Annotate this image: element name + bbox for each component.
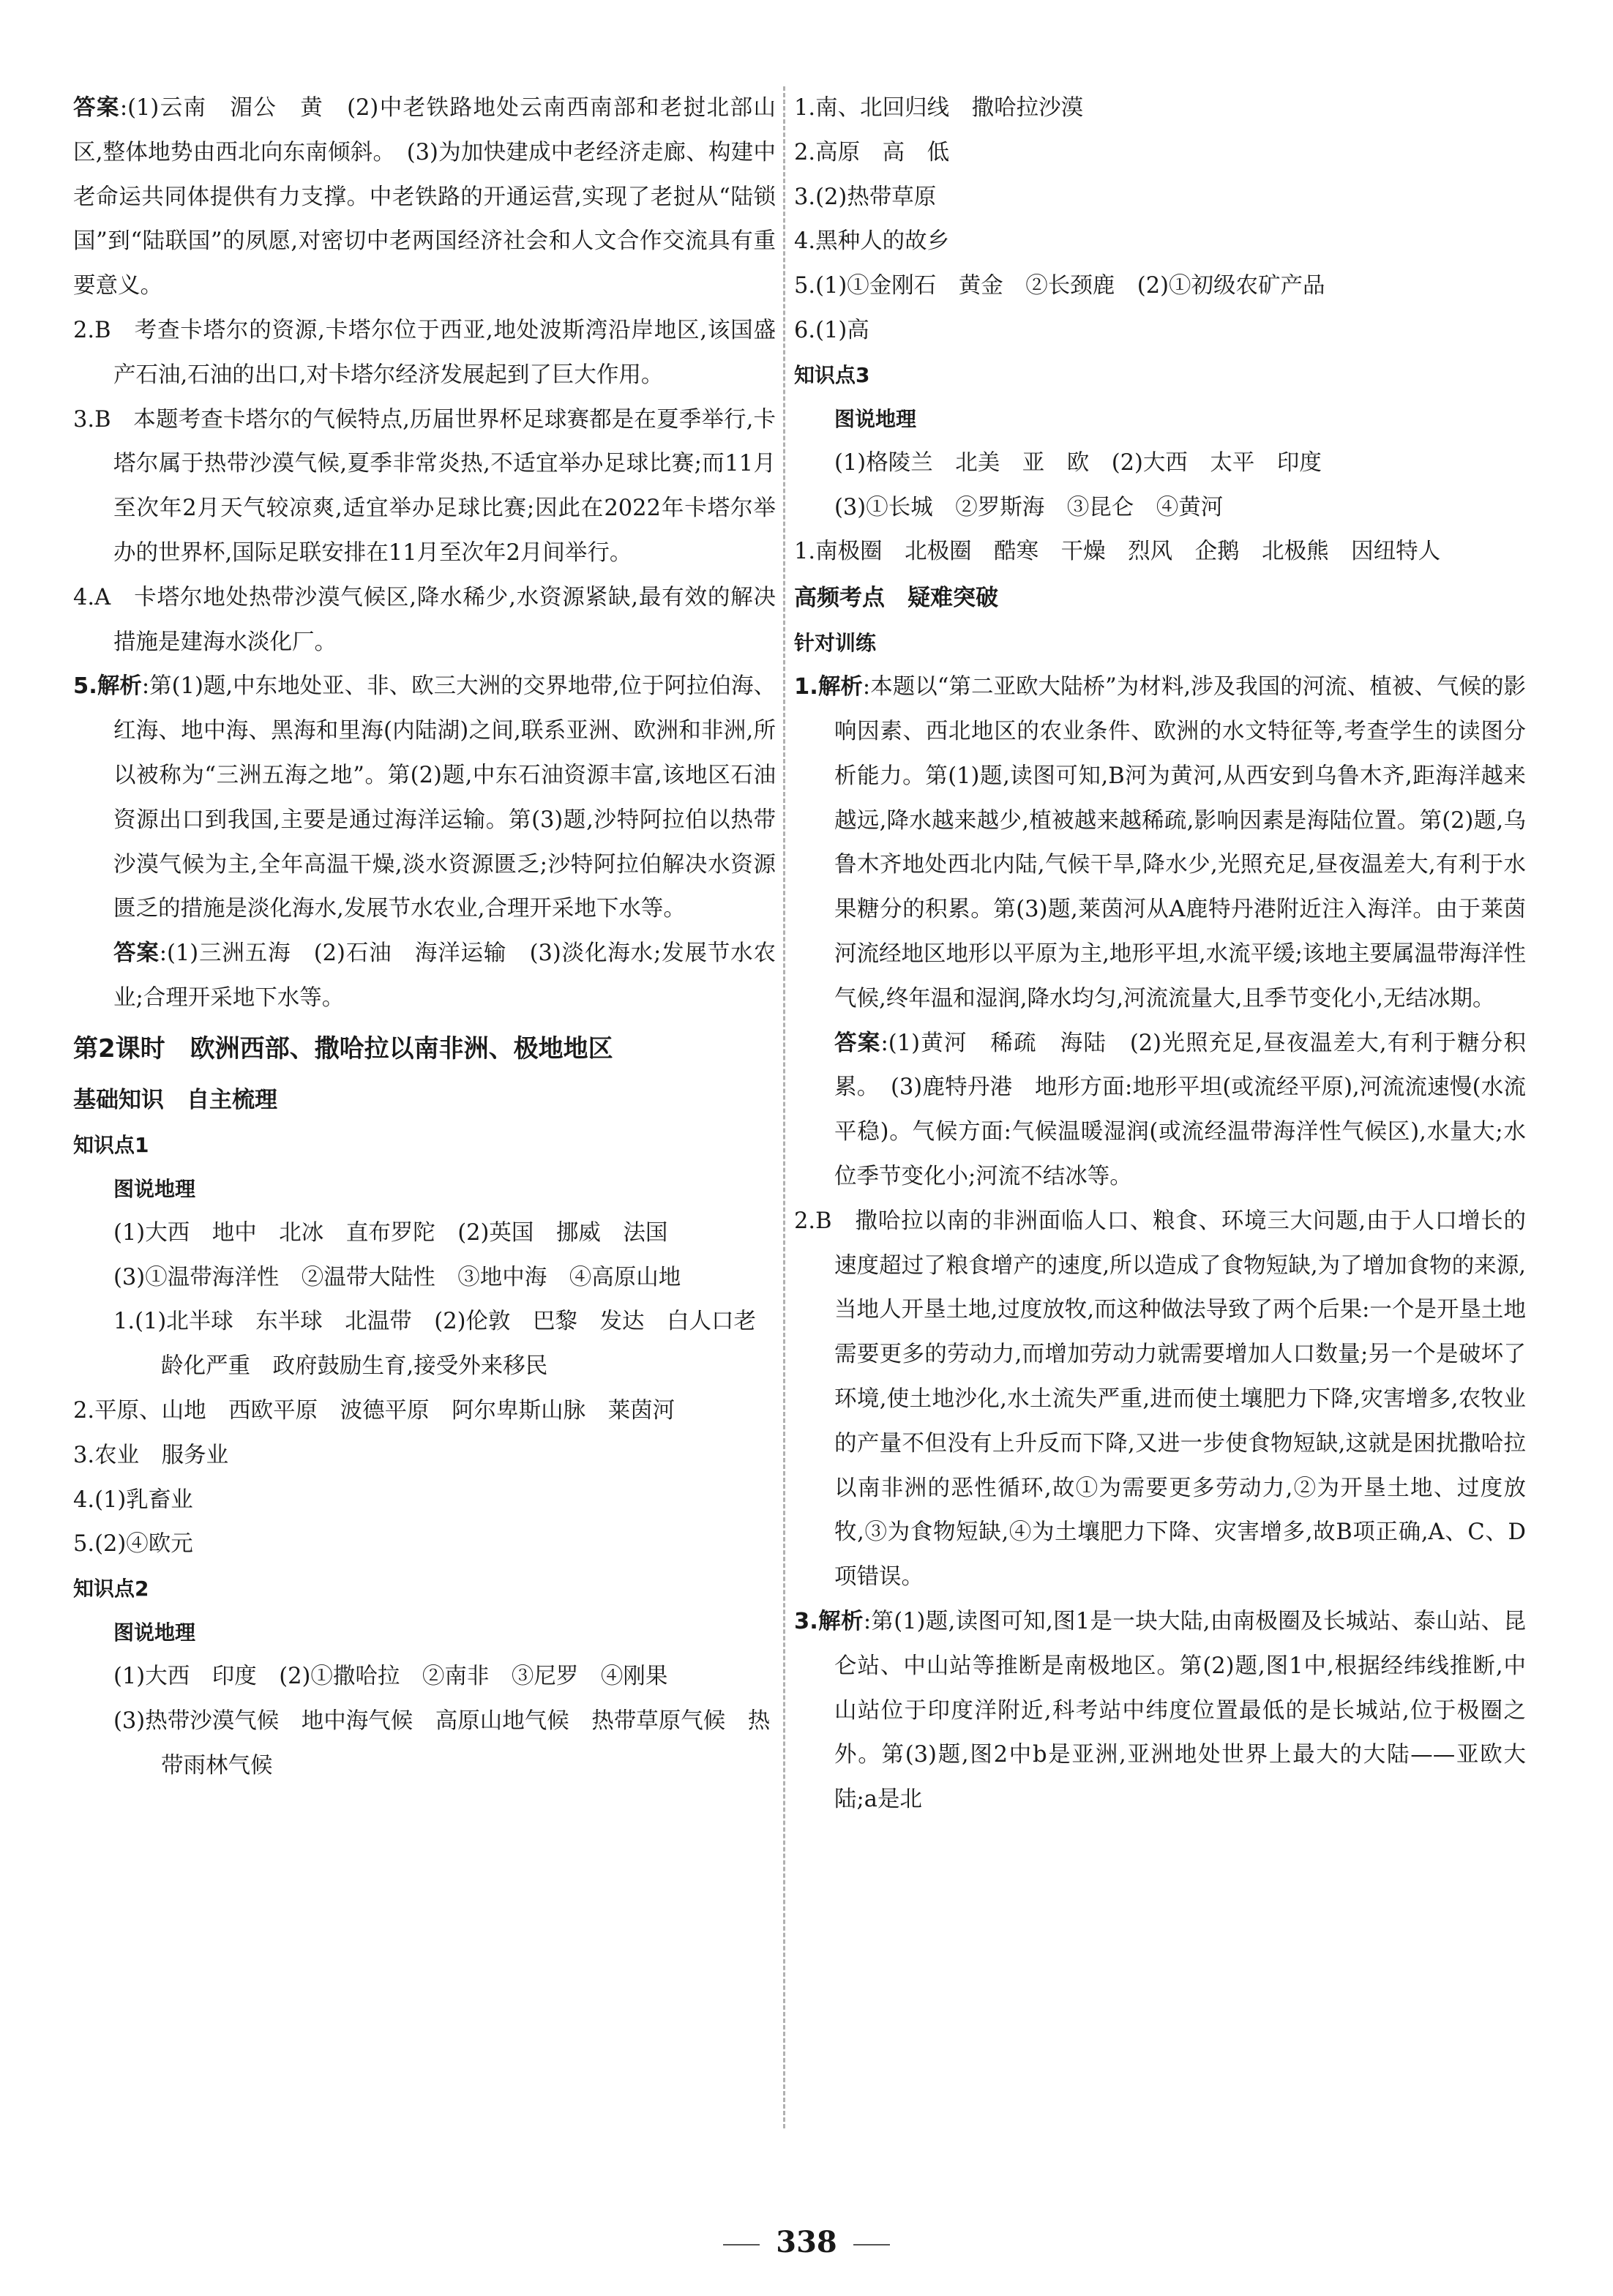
kp2-item: 4.黑种人的故乡 [794,228,950,255]
training-1-analysis: 1.解析:本题以“第二亚欧大陆桥”为材料,涉及我国的河流、植被、气候的影响因素、西北地区的农业条件、欧洲的水文特征等,考查学生的读图分析能力。第(1)题,读图可知,B河为黄河,从西安到乌鲁木齐,距海洋越来越远,降水越来越少,植被越来越稀疏,影响因素是海陆位置。第(2)题,乌鲁木齐地处西北内陆,气候干旱,降水少,光照充足,昼夜温差大,有利于水果糖分的积累。第(3)题,莱茵河从A鹿特丹港附近注入海洋。由于莱茵河流经地区地形以平原为主,地形平坦,水流平缓;该地主要属温带海洋性气候,终年温和湿润,降水均匀,河流流量大,且季节变化小,无结冰期。 [794,674,1527,1011]
right-column [794,86,1526,1822]
knowledge-point-1-title: 知识点1 [73,1132,149,1157]
kp3-item: 1.南极圈 北极圈 酷寒 干燥 烈风 企鹅 北极熊 因纽特人 [794,539,1441,565]
kp2-figure-line: (1)大西 印度 (2)①撒哈拉 ②南非 ③尼罗 ④刚果 [113,1664,668,1690]
footer-dash-right [853,2244,890,2245]
kp2-item: 6.(1)高 [794,317,869,343]
footer-dash-left [723,2244,760,2245]
question-5-answer: 答案:(1)三洲五海 (2)石油 海洋运输 (3)淡化海水;发展节水农业;合理开采地下水等。 [113,941,776,1011]
lesson-title: 第2课时 欧洲西部、撒哈拉以南非洲、极地地区 [73,1033,613,1063]
knowledge-point-2-title: 知识点2 [73,1577,149,1601]
kp2-item: 2.高原 高 低 [794,139,950,165]
kp2-item: 3.(2)热带草原 [794,184,937,210]
knowledge-point-3-title: 知识点3 [794,362,870,387]
kp1-item: 4.(1)乳畜业 [73,1487,193,1513]
answer-label: 答案 [113,941,160,967]
kp3-figure-line: (1)格陵兰 北美 亚 欧 (2)大西 太平 印度 [834,449,1322,476]
kp2-item: 1.南、北回归线 撒哈拉沙漠 [794,95,1084,121]
analysis-label: 3.解析 [794,1608,864,1634]
analysis-label: 5.解析 [73,673,142,700]
kp2-item: 5.(1)①金刚石 黄金 ②长颈鹿 (2)①初级农矿产品 [794,273,1325,299]
kp1-item: 3.农业 服务业 [73,1442,229,1468]
question-2: 2.B 考查卡塔尔的资源,卡塔尔位于西亚,地处波斯湾沿岸地区,该国盛产石油,石油的出口,对卡塔尔经济发展起到了巨大作用。 [73,317,776,388]
section-title-basic: 基础知识 自主梳理 [73,1086,277,1113]
column-divider [783,86,785,2128]
analysis-label: 1.解析 [794,674,863,700]
q1-answer: 答案:(1)云南 湄公 黄 (2)中老铁路地处云南西南部和老挝北部山区,整体地势由西北向东南倾斜。 (3)为加快建成中老经济走廊、构建中老命运共同体提供有力支撑。中老铁路的开通运营,实现了老挝从“陆锁国”到“陆联国”的夙愿,对密切中老两国经济社会和人文合作交流具有重要意义。 [73,95,776,299]
kp2-figure-line: (3)热带沙漠气候 地中海气候 高原山地气候 热带草原气候 热带雨林气候 [113,1708,771,1779]
training-2: 2.B 撒哈拉以南的非洲面临人口、粮食、环境三大问题,由于人口增长的速度超过了粮食增产的速度,所以造成了食物短缺,为了增加食物的来源,当地人开垦土地,过度放牧,而这种做法导致了两个后果:一个是开垦土地需要更多的劳动力,而增加劳动力就需要增加人口数量;另一个是破坏了环境,使土地沙化,水土流失严重,进而使土壤肥力下降,灾害增多,农牧业的产量不但没有上升反而下降,又进一步使食物短缺,这就是困扰撒哈拉以南非洲的恶性循环,故①为需要更多劳动力,②为开垦土地、过度放牧,③为食物短缺,④为土壤肥力下降、灾害增多,故B项正确,A、C、D项错误。 [794,1208,1526,1590]
question-5-analysis: 5.解析:第(1)题,中东地处亚、非、欧三大洲的交界地带,位于阿拉伯海、红海、地中海、黑海和里海(内陆湖)之间,联系亚洲、欧洲和非洲,所以被称为“三洲五海之地”。第(2)题,中东石油资源丰富,该地区石油资源出口到我国,主要是通过海洋运输。第(3)题,沙特阿拉伯以热带沙漠气候为主,全年高温干燥,淡水资源匮乏;沙特阿拉伯解决水资源匮乏的措施是淡化海水,发展节水农业,合理开采地下水等。 [73,673,776,922]
page-footer [0,2225,1613,2259]
kp1-figure-line: (3)①温带海洋性 ②温带大陆性 ③地中海 ④高原山地 [113,1264,681,1290]
kp3-figure-title: 图说地理 [834,406,917,431]
page-number: 338 [776,2225,837,2259]
kp1-item: 5.(2)④欧元 [73,1531,193,1558]
kp1-figure-line: (1)大西 地中 北冰 直布罗陀 (2)英国 挪威 法国 [113,1219,668,1246]
question-4: 4.A 卡塔尔地处热带沙漠气候区,降水稀少,水资源紧缺,最有效的解决措施是建海水淡化厂。 [73,584,776,655]
question-3: 3.B 本题考查卡塔尔的气候特点,历届世界杯足球赛都是在夏季举行,卡塔尔属于热带沙漠气候,夏季非常炎热,不适宜举办足球比赛;而11月至次年2月天气较凉爽,适宜举办足球比赛;因此在2022年卡塔尔举办的世界杯,国际足联安排在11月至次年2月间举行。 [73,406,776,566]
training-3-analysis: 3.解析:第(1)题,读图可知,图1是一块大陆,由南极圈及长城站、泰山站、昆仑站、中山站等推断是南极地区。第(2)题,图1中,根据经纬线推断,中山站位于印度洋附近,科考站中纬度位置最低的是长城站,位于极圈之外。第(3)题,图2中b是亚洲,亚洲地处世界上最大的大陆——亚欧大陆;a是北 [794,1608,1527,1813]
kp2-figure-title: 图说地理 [113,1620,196,1645]
kp1-figure-title: 图说地理 [113,1176,196,1201]
kp1-item: 1.(1)北半球 东半球 北温带 (2)伦敦 巴黎 发达 白人口老龄化严重 政府鼓励生育,接受外来移民 [113,1309,757,1380]
kp1-item: 2.平原、山地 西欧平原 波德平原 阿尔卑斯山脉 莱茵河 [73,1397,675,1424]
answer-label: 答案 [73,95,120,121]
training-1-answer: 答案:(1)黄河 稀疏 海陆 (2)光照充足,昼夜温差大,有利于糖分积累。 (3)鹿特丹港 地形方面:地形平坦(或流经平原),河流流速慢(水流平稳)。气候方面:气候温暖湿润(或流经温带海洋性气候区),水量大;水位季节变化小;河流不结冰等。 [834,1030,1527,1189]
section-title-high-frequency: 高频考点 疑难突破 [794,585,998,612]
left-column [73,86,776,1789]
answer-label: 答案 [834,1030,881,1056]
kp3-figure-line: (3)①长城 ②罗斯海 ③昆仑 ④黄河 [834,494,1224,520]
training-title: 针对训练 [794,631,877,656]
